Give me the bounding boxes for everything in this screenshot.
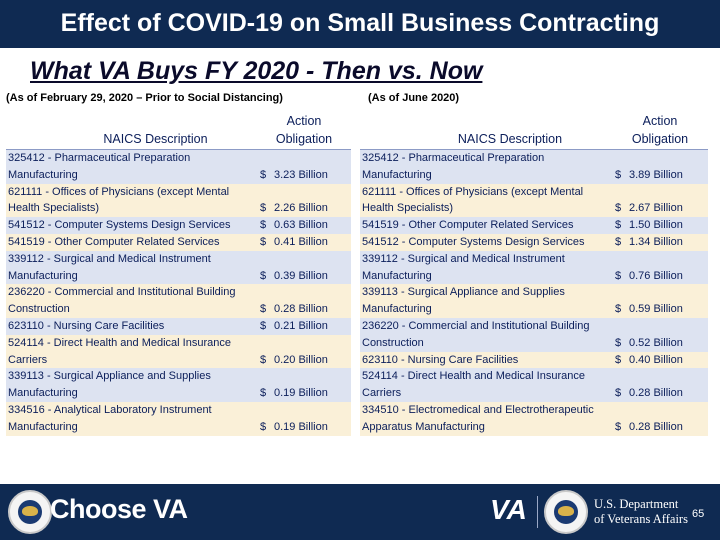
naics-description-cell: 339113 - Surgical Appliance and Supplies Manufacturing	[360, 284, 612, 318]
naics-description-cell: 621111 - Offices of Physicians (except Mental Health Specialists)	[360, 184, 612, 218]
table-header-row	[6, 112, 351, 150]
obligation-cell	[612, 251, 708, 285]
naics-description-cell: 339112 - Surgical and Medical Instrument Manufacturing	[360, 251, 612, 285]
obligation-value: 0.21 Billion	[274, 319, 328, 332]
obligation-cell	[257, 234, 351, 251]
slide-subtitle: What VA Buys FY 2020 - Then vs. Now	[30, 57, 483, 85]
currency-symbol: $	[615, 353, 622, 366]
currency-symbol: $	[615, 219, 622, 232]
obligation-value: 0.76 Billion	[629, 269, 683, 282]
column-header-obligation	[257, 112, 351, 150]
obligation-cell	[612, 217, 708, 234]
obligation-value: 2.67 Billion	[629, 202, 683, 215]
table-row	[360, 217, 708, 234]
currency-symbol: $	[615, 269, 622, 282]
table-now	[360, 112, 708, 436]
naics-description-cell: 541519 - Other Computer Related Services	[360, 217, 612, 234]
column-header-naics: NAICS Description	[6, 112, 257, 150]
va-seal-icon	[8, 490, 52, 534]
department-line-1: U.S. Department	[594, 497, 679, 511]
header-action-label: Action	[286, 114, 322, 128]
choose-va-logo: Choose VA	[50, 494, 188, 524]
naics-description-cell: 236220 - Commercial and Institutional Building Construction	[360, 318, 612, 352]
obligation-cell	[612, 184, 708, 218]
table-row	[6, 368, 351, 402]
currency-symbol: $	[260, 168, 267, 181]
header-action-label: Action	[642, 114, 678, 128]
naics-description-cell: 325412 - Pharmaceutical Preparation Manufacturing	[6, 150, 257, 184]
obligation-value: 0.63 Billion	[274, 219, 328, 232]
table-row	[6, 318, 351, 335]
table-then	[6, 112, 351, 436]
table-row	[360, 234, 708, 251]
logo-divider	[537, 496, 538, 528]
obligation-value: 0.28 Billion	[629, 420, 683, 433]
obligation-value: 0.19 Billion	[274, 387, 328, 400]
page-title: Effect of COVID-19 on Small Business Contracting	[60, 9, 660, 37]
currency-symbol: $	[260, 235, 267, 248]
title-bar	[0, 0, 720, 48]
table-row	[360, 352, 708, 369]
currency-symbol: $	[615, 387, 622, 400]
obligation-cell	[257, 284, 351, 318]
obligation-cell	[612, 318, 708, 352]
currency-symbol: $	[260, 219, 267, 232]
obligation-value: 0.39 Billion	[274, 269, 328, 282]
currency-symbol: $	[615, 336, 622, 349]
table-row	[360, 284, 708, 318]
naics-description-cell: 334516 - Analytical Laboratory Instrument Manufacturing	[6, 402, 257, 436]
currency-symbol: $	[615, 303, 622, 316]
table-header-row	[360, 112, 708, 150]
obligation-value: 0.40 Billion	[629, 353, 683, 366]
department-seal-icon	[544, 490, 588, 534]
naics-description-cell: 524114 - Direct Health and Medical Insurance Carriers	[360, 368, 612, 402]
naics-description-cell: 623110 - Nursing Care Facilities	[6, 318, 257, 335]
obligation-value: 1.34 Billion	[629, 235, 683, 248]
obligation-cell	[612, 150, 708, 184]
obligation-value: 1.50 Billion	[629, 219, 683, 232]
obligation-cell	[257, 402, 351, 436]
currency-symbol: $	[260, 420, 267, 433]
header-obligation-label: Obligation	[275, 132, 333, 146]
department-name	[594, 497, 688, 527]
table-row	[360, 184, 708, 218]
table-row	[6, 402, 351, 436]
currency-symbol: $	[260, 303, 267, 316]
naics-description-cell: 541512 - Computer Systems Design Services	[360, 234, 612, 251]
obligation-cell	[612, 368, 708, 402]
currency-symbol: $	[260, 353, 267, 366]
right-date-note: (As of June 2020)	[368, 92, 460, 104]
table-row	[360, 368, 708, 402]
obligation-value: 0.28 Billion	[629, 387, 683, 400]
left-date-note: (As of February 29, 2020 – Prior to Social Distancing)	[6, 92, 283, 104]
naics-description-cell: 541512 - Computer Systems Design Services	[6, 217, 257, 234]
obligation-value: 0.28 Billion	[274, 303, 328, 316]
naics-description-cell: 334510 - Electromedical and Electrotherapeutic Apparatus Manufacturing	[360, 402, 612, 436]
obligation-cell	[612, 284, 708, 318]
obligation-value: 0.52 Billion	[629, 336, 683, 349]
department-line-2: of Veterans Affairs	[594, 512, 688, 526]
obligation-cell	[257, 368, 351, 402]
obligation-value: 2.26 Billion	[274, 202, 328, 215]
page-number: 65	[692, 508, 705, 520]
currency-symbol: $	[615, 202, 622, 215]
obligation-cell	[257, 318, 351, 335]
obligation-cell	[257, 217, 351, 234]
obligation-value: 0.20 Billion	[274, 353, 328, 366]
naics-description-cell: 236220 - Commercial and Institutional Building Construction	[6, 284, 257, 318]
naics-description-cell: 339113 - Surgical Appliance and Supplies Manufacturing	[6, 368, 257, 402]
column-header-obligation	[612, 112, 708, 150]
table-row	[6, 217, 351, 234]
column-header-naics: NAICS Description	[360, 112, 612, 150]
table-row	[360, 150, 708, 184]
naics-description-cell: 325412 - Pharmaceutical Preparation Manufacturing	[360, 150, 612, 184]
table-row	[360, 402, 708, 436]
obligation-cell	[257, 184, 351, 218]
naics-description-cell: 541519 - Other Computer Related Services	[6, 234, 257, 251]
currency-symbol: $	[260, 202, 267, 215]
obligation-cell	[612, 234, 708, 251]
table-row	[6, 284, 351, 318]
table-row	[6, 234, 351, 251]
currency-symbol: $	[260, 319, 267, 332]
table-then-body	[6, 150, 351, 436]
currency-symbol: $	[260, 387, 267, 400]
obligation-cell	[612, 402, 708, 436]
obligation-cell	[612, 352, 708, 369]
table-row	[6, 150, 351, 184]
naics-description-cell: 339112 - Surgical and Medical Instrument Manufacturing	[6, 251, 257, 285]
header-obligation-label: Obligation	[631, 132, 689, 146]
table-row	[6, 335, 351, 369]
naics-description-cell: 621111 - Offices of Physicians (except Mental Health Specialists)	[6, 184, 257, 218]
currency-symbol: $	[615, 235, 622, 248]
obligation-cell	[257, 150, 351, 184]
obligation-value: 0.41 Billion	[274, 235, 328, 248]
obligation-cell	[257, 335, 351, 369]
currency-symbol: $	[260, 269, 267, 282]
va-logo: VA	[490, 494, 527, 525]
obligation-value: 3.89 Billion	[629, 168, 683, 181]
naics-description-cell: 524114 - Direct Health and Medical Insurance Carriers	[6, 335, 257, 369]
table-now-body	[360, 150, 708, 436]
naics-description-cell: 623110 - Nursing Care Facilities	[360, 352, 612, 369]
table-row	[6, 251, 351, 285]
footer-bar	[0, 484, 720, 540]
currency-symbol: $	[615, 168, 622, 181]
table-row	[6, 184, 351, 218]
obligation-value: 0.59 Billion	[629, 303, 683, 316]
obligation-value: 0.19 Billion	[274, 420, 328, 433]
table-row	[360, 251, 708, 285]
obligation-value: 3.23 Billion	[274, 168, 328, 181]
obligation-cell	[257, 251, 351, 285]
currency-symbol: $	[615, 420, 622, 433]
table-row	[360, 318, 708, 352]
